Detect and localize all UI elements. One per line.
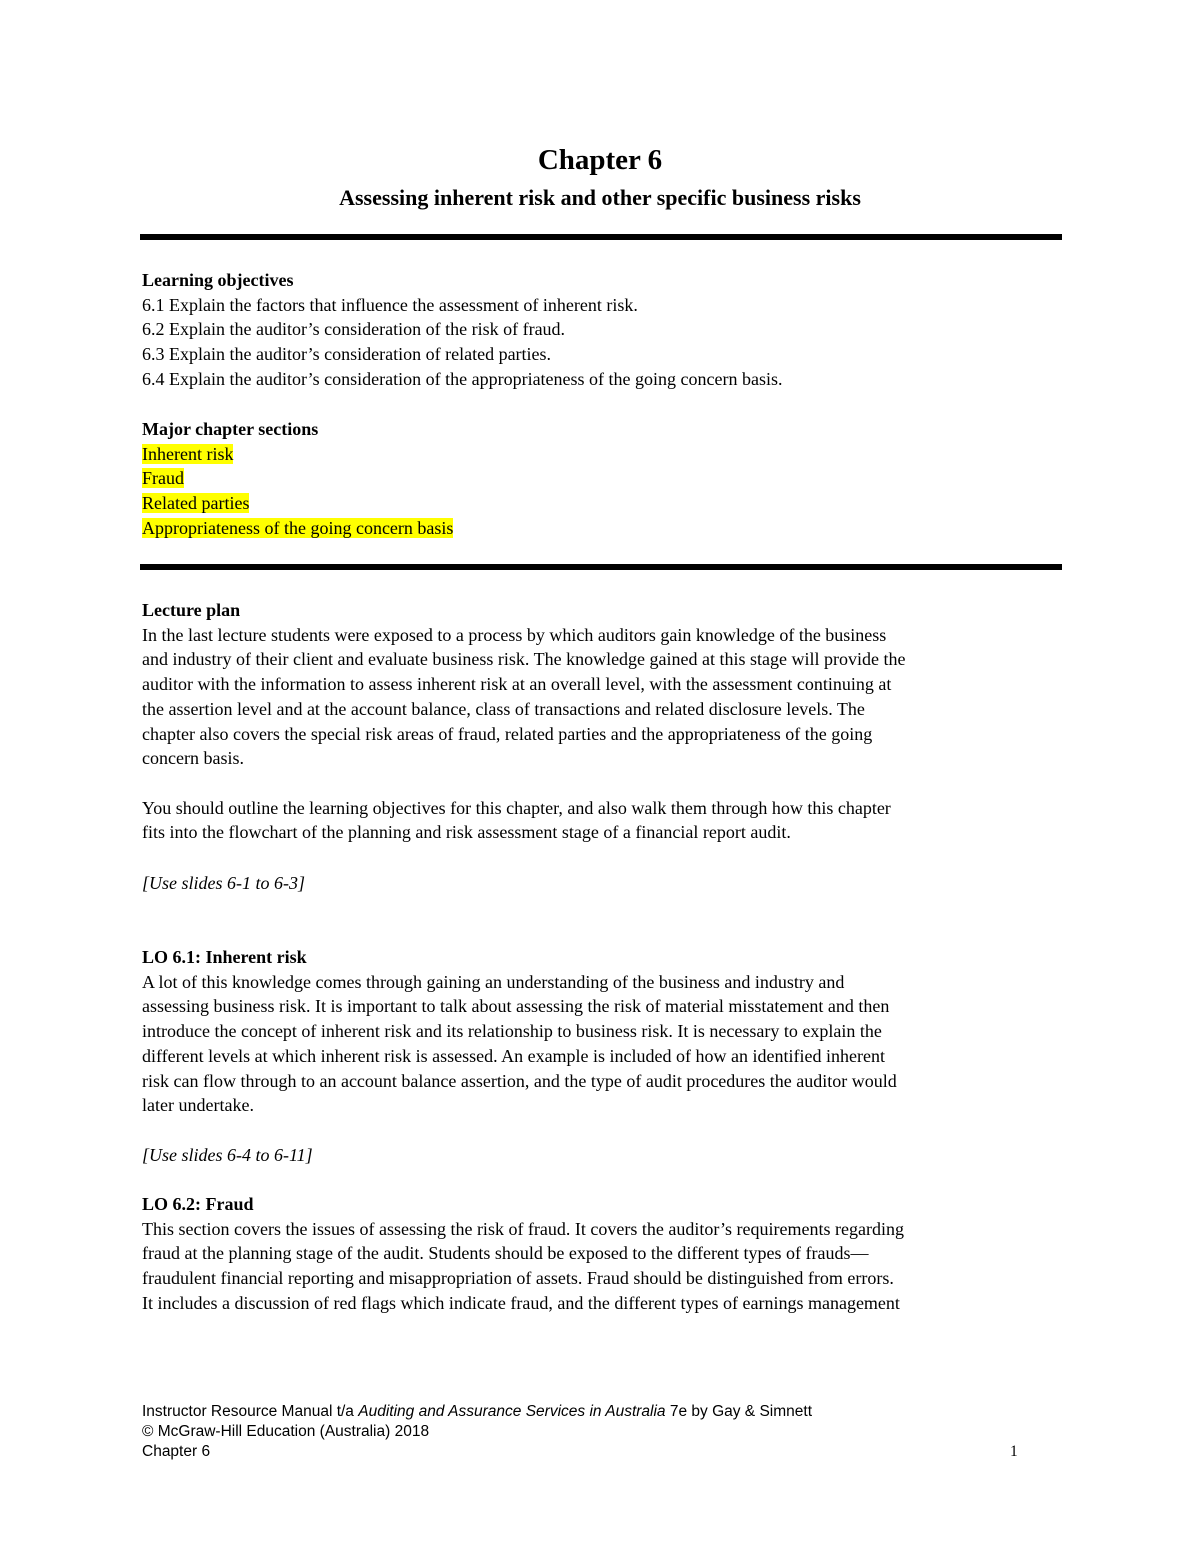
paragraph-line: It includes a discussion of red flags which indicate fraud, and the different types of earnings management	[142, 1292, 900, 1313]
lecture-plan-heading: Lecture plan	[142, 600, 241, 620]
chapter-subtitle: Assessing inherent risk and other specific business risks	[339, 185, 861, 210]
chapter-title: Chapter 6	[537, 144, 663, 176]
learning-objectives	[142, 268, 1062, 392]
slides-note-1	[142, 871, 1062, 896]
middle-divider	[140, 564, 1062, 570]
lecture-plan	[142, 598, 1062, 845]
paragraph-line: fraudulent financial reporting and misappropriation of assets. Fraud should be distinguished from errors.	[142, 1268, 894, 1289]
paragraph-line: introduce the concept of inherent risk and its relationship to business risk. It is necessary to explain the	[142, 1021, 882, 1042]
paragraph-line: assessing business risk. It is important to talk about assessing the risk of material misstatement and then	[142, 996, 890, 1017]
paragraph-line: different levels at which inherent risk is assessed. An example is included of how an identified inherent	[142, 1045, 885, 1066]
slides-reference: [Use slides 6-1 to 6-3]	[142, 873, 305, 893]
section-item-highlighted: Fraud	[142, 468, 184, 489]
paragraph-line: fraud at the planning stage of the audit. Students should be exposed to the different types of frauds—	[142, 1243, 869, 1264]
section-item-highlighted: Appropriateness of the going concern basis	[142, 517, 454, 538]
title-block	[140, 140, 1060, 214]
footer-chapter: Chapter 6	[142, 1443, 211, 1460]
lo-6-2-heading: LO 6.2: Fraud	[142, 1194, 254, 1214]
footer-prefix: Instructor Resource Manual t/a	[142, 1403, 359, 1420]
objective-item: 6.2 Explain the auditor’s consideration of the risk of fraud.	[142, 319, 566, 340]
lo-6-2-section	[142, 1192, 1062, 1316]
learning-objectives-heading: Learning objectives	[142, 270, 294, 290]
paragraph-line: risk can flow through to an account balance assertion, and the type of audit procedures the auditor would	[142, 1070, 897, 1091]
objective-item: 6.4 Explain the auditor’s consideration of the appropriateness of the going concern basis.	[142, 368, 783, 389]
lo-6-1-section	[142, 945, 1062, 1118]
paragraph-line: In the last lecture students were exposed to a process by which auditors gain knowledge of the business	[142, 624, 887, 645]
paragraph-line: A lot of this knowledge comes through gaining an understanding of the business and industry and	[142, 971, 845, 992]
footer-copyright: © McGraw-Hill Education (Australia) 2018	[142, 1423, 430, 1440]
footer-suffix: 7e by Gay & Simnett	[665, 1403, 813, 1420]
paragraph-line: auditor with the information to assess inherent risk at an overall level, with the assessment continuing at	[142, 674, 892, 695]
major-sections-heading: Major chapter sections	[142, 419, 319, 439]
paragraph-line: chapter also covers the special risk areas of fraud, related parties and the appropriateness of the going	[142, 723, 873, 744]
slides-note-2	[142, 1143, 1062, 1168]
paragraph-line: This section covers the issues of assessing the risk of fraud. It covers the auditor’s requirements regarding	[142, 1218, 904, 1239]
top-divider	[140, 234, 1062, 240]
paragraph-line: and industry of their client and evaluate business risk. The knowledge gained at this stage will provide the	[142, 649, 906, 670]
footer-book-title: Auditing and Assurance Services in Australia	[358, 1403, 666, 1420]
section-item-highlighted: Related parties	[142, 493, 250, 514]
objective-item: 6.1 Explain the factors that influence the assessment of inherent risk.	[142, 294, 638, 315]
page-number: 1	[1010, 1443, 1018, 1460]
paragraph-line: You should outline the learning objectives for this chapter, and also walk them through how this chapter	[142, 797, 891, 818]
paragraph-line: fits into the flowchart of the planning and risk assessment stage of a financial report audit.	[142, 822, 791, 843]
paragraph-line: concern basis.	[142, 748, 244, 769]
lo-6-1-heading: LO 6.1: Inherent risk	[142, 947, 307, 967]
slides-reference: [Use slides 6-4 to 6-11]	[142, 1145, 313, 1165]
major-chapter-sections	[142, 417, 1062, 541]
footer-line-1	[142, 1402, 1022, 1422]
paragraph-line: later undertake.	[142, 1095, 254, 1116]
section-item-highlighted: Inherent risk	[142, 443, 234, 464]
page-footer	[142, 1402, 1022, 1462]
objective-item: 6.3 Explain the auditor’s consideration of related parties.	[142, 344, 552, 365]
paragraph-line: the assertion level and at the account balance, class of transactions and related disclosure levels. The	[142, 698, 865, 719]
